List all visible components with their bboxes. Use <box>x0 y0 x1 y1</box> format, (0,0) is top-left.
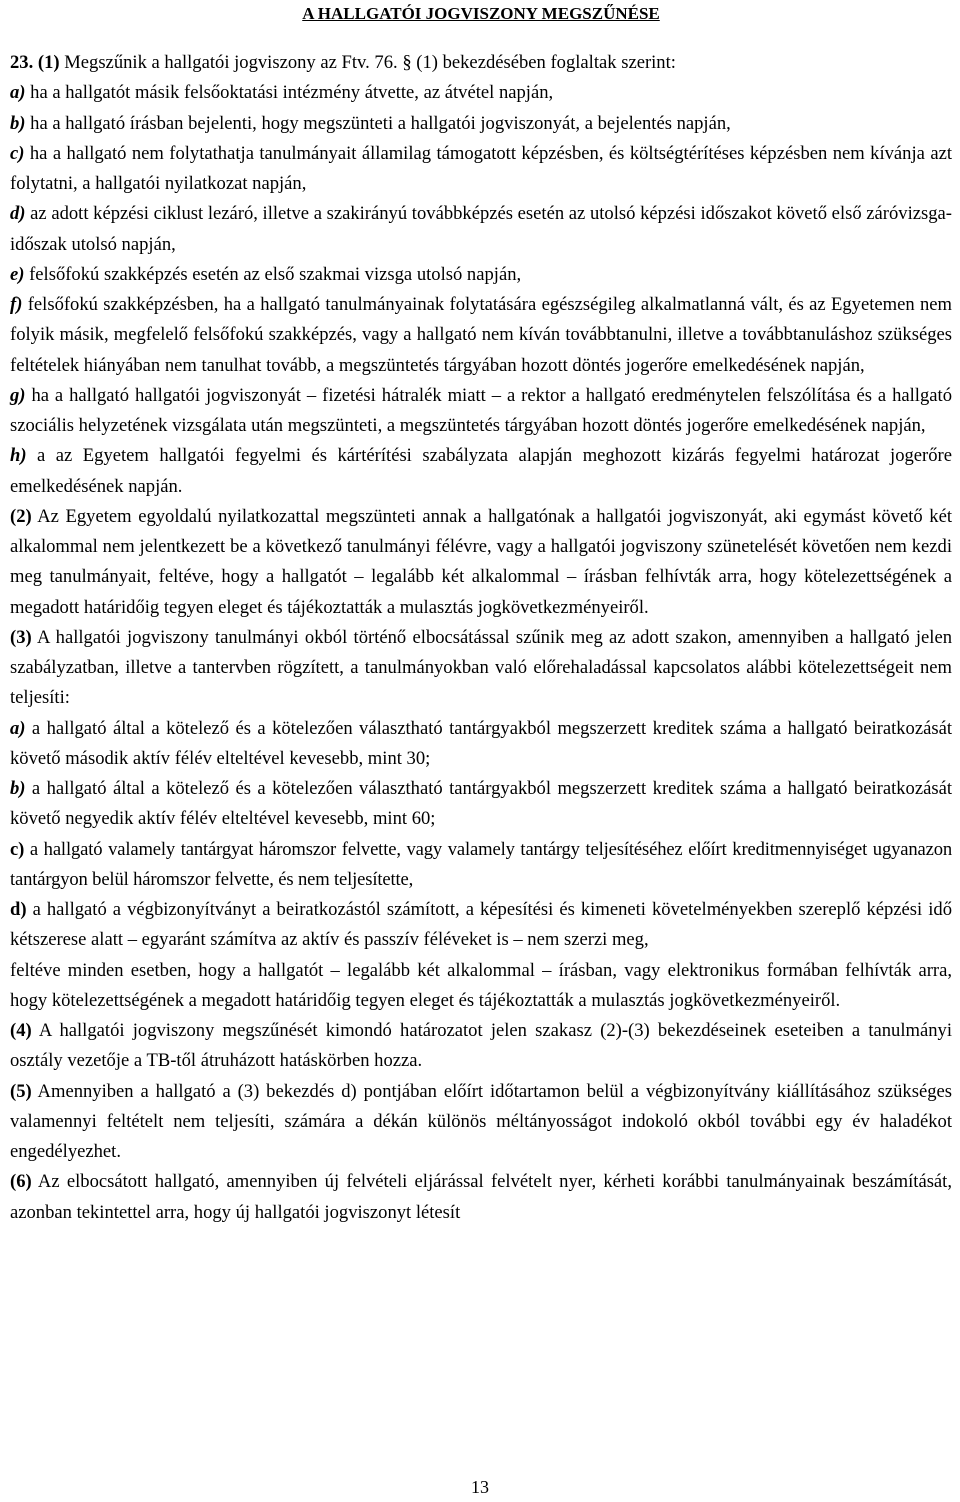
paragraph-23-1 <box>10 48 952 78</box>
paragraph-text: Amennyiben a hallgató a (3) bekezdés d) pontjában előírt időtartamon belül a végbizonyítvány kiállításához szükséges valamennyi feltételt nem teljesíti, számára a dékán különös méltányosságot indokoló okból további egy év haladékot engedélyezhet. <box>10 1080 952 1162</box>
item-marker: d) <box>10 203 26 225</box>
list-item-3c <box>10 835 952 896</box>
page-number: 13 <box>471 1477 489 1497</box>
list-item-3b <box>10 774 952 835</box>
list-item-f <box>10 290 952 381</box>
item-text: ha a hallgató hallgatói jogviszonyát – fizetési hátralék miatt – a rektor a hallgató eredménytelen felszólítása és a hallgató szociális helyzetének vizsgálata után megszünteti, a megszüntetés tárgyában hozott döntés jogerőre emelkedésének napján, <box>10 384 952 436</box>
item-marker: d) <box>10 899 27 920</box>
paragraph-2 <box>10 502 952 623</box>
list-item-c <box>10 139 952 200</box>
item-marker: h) <box>10 445 27 467</box>
item-text: felsőfokú szakképzésben, ha a hallgató tanulmányainak folytatására egészségileg alkalmatlanná vált, és az Egyetemen nem folyik másik, megfelelő felsőfokú szakképzés, vagy a hallgató nem kíván továbbtanulni, illetve a továbbtanuláshoz szükséges feltételek hiányában nem tanulhat tovább, a megszüntetés tárgyában hozott döntés jogerőre emelkedésének napján, <box>10 294 952 376</box>
item-text: a hallgató valamely tantárgyat háromszor felvette, vagy valamely tantárgy teljesítéséhez előírt kreditmennyiséget ugyanazon tantárgyon belül háromszor felvette, és nem teljesítette, <box>10 838 952 890</box>
paragraph-4 <box>10 1016 952 1077</box>
item-marker: a) <box>10 717 26 739</box>
item-marker: c) <box>10 142 25 164</box>
item-marker: b) <box>10 778 26 799</box>
item-marker: b) <box>10 112 26 134</box>
paragraph-text: A hallgatói jogviszony tanulmányi okból történő elbocsátással szűnik meg az adott szakon, amennyiben a hallgató jelen szabályzatban, illetve a tantervben rögzített, a tanulmányokban való előrehaladással kapcsolatos alábbi kötelezettségeit nem teljesíti: <box>10 626 952 709</box>
document-page <box>10 0 952 1228</box>
paragraph-text: Az elbocsátott hallgató, amennyiben új felvételi eljárással felvételt nyer, kérheti korábbi tanulmányainak beszámítását, azonban tekintettel arra, hogy új hallgatói jogviszonyt létesít <box>10 1171 952 1223</box>
paragraph-marker: (2) <box>10 505 32 527</box>
item-text: ha a hallgató írásban bejelenti, hogy megszünteti a hallgatói jogviszonyát, a bejelentés napján, <box>25 112 731 134</box>
list-item-a <box>10 78 952 108</box>
item-text: a hallgató a végbizonyítványt a beiratkozástól számított, a képesítési és kimeneti követelményekben szereplő képzési idő kétszerese alatt – egyaránt számítva az aktív és passzív féléveket is – nem szerzi meg, <box>10 899 952 951</box>
paragraph-6 <box>10 1167 952 1228</box>
item-text: az adott képzési ciklust lezáró, illetve a szakirányú továbbképzés esetén az utolsó képzési időszakot követő első záróvizsga-időszak utolsó napján, <box>10 203 952 255</box>
item-text: ha a hallgató nem folytathatja tanulmányait államilag támogatott képzésben, és költségtérítéses képzésben nem kívánja azt folytatni, a hallgatói nyilatkozat napján, <box>10 142 952 194</box>
section-title: A HALLGATÓI JOGVISZONY MEGSZŰNÉSE <box>302 4 660 23</box>
paragraph-3 <box>10 623 952 714</box>
item-marker: g) <box>10 384 26 406</box>
paragraph-text: Megszűnik a hallgatói jogviszony az Ftv. 76. § (1) bekezdésében foglaltak szerint: <box>59 52 676 73</box>
paragraph-marker: (5) <box>10 1080 32 1102</box>
item-text: a hallgató által a kötelező és a kötelezően választható tantárgyakból megszerzett kreditek száma a hallgató beiratkozását követő második aktív félév elteltével kevesebb, mint 30; <box>10 717 952 769</box>
list-item-b <box>10 109 952 139</box>
list-item-h <box>10 441 952 502</box>
list-item-e <box>10 260 952 290</box>
list-item-3d <box>10 895 952 956</box>
item-marker: c) <box>10 838 25 860</box>
item-text: felsőfokú szakképzés esetén az első szakmai vizsga utolsó napján, <box>24 263 522 285</box>
list-item-3a <box>10 714 952 775</box>
paragraph-3-closing: feltéve minden esetben, hogy a hallgatót – legalább két alkalommal – írásban, vagy elektronikus formában felhívták arra, hogy kötelezettségének a megadott határidőig tegyen eleget és tájékoztatták a mulasztás jogkövetkezményeiről. <box>10 959 952 1011</box>
paragraph-marker: (6) <box>10 1171 32 1193</box>
paragraph-marker: (1) <box>37 52 60 73</box>
item-marker: e) <box>10 263 25 285</box>
item-text: ha a hallgatót másik felsőoktatási intézmény átvette, az átvétel napján, <box>25 82 554 104</box>
section-number: 23. <box>10 52 34 73</box>
item-text: a hallgató által a kötelező és a kötelezően választható tantárgyakból megszerzett kreditek száma a hallgató beiratkozását követő negyedik aktív félév elteltével kevesebb, mint 60; <box>10 778 952 830</box>
paragraph-5 <box>10 1077 952 1168</box>
paragraph-text: Az Egyetem egyoldalú nyilatkozattal megszünteti annak a hallgatónak a hallgatói jogviszonyát, aki egymást követő két alkalommal nem jelentkezett be a következő tanulmányi félévre, vagy a hallgatói jogviszony szünetelését követően nem kezdi meg tanulmányait, feltéve, hogy a hallgatót – legalább két alkalommal – írásban felhívták arra, hogy kötelezettségének a megadott határidőig tegyen eleget és tájékoztatták a mulasztás jogkövetkezményeiről. <box>10 505 952 618</box>
item-marker: a) <box>10 82 26 104</box>
paragraph-marker: (3) <box>10 626 32 648</box>
item-text: a az Egyetem hallgatói fegyelmi és kártérítési szabályzata alapján meghozott kizárás fegyelmi határozat jogerőre emelkedésének napján. <box>10 445 952 497</box>
list-item-g <box>10 381 952 442</box>
list-item-d <box>10 199 952 260</box>
paragraph-text: A hallgatói jogviszony megszűnését kimondó határozatot jelen szakasz (2)-(3) bekezdéseinek eseteiben a tanulmányi osztály vezetője a TB-től átruházott hatáskörben hozza. <box>10 1020 952 1072</box>
paragraph-marker: (4) <box>10 1020 32 1041</box>
item-marker: f) <box>10 294 23 315</box>
